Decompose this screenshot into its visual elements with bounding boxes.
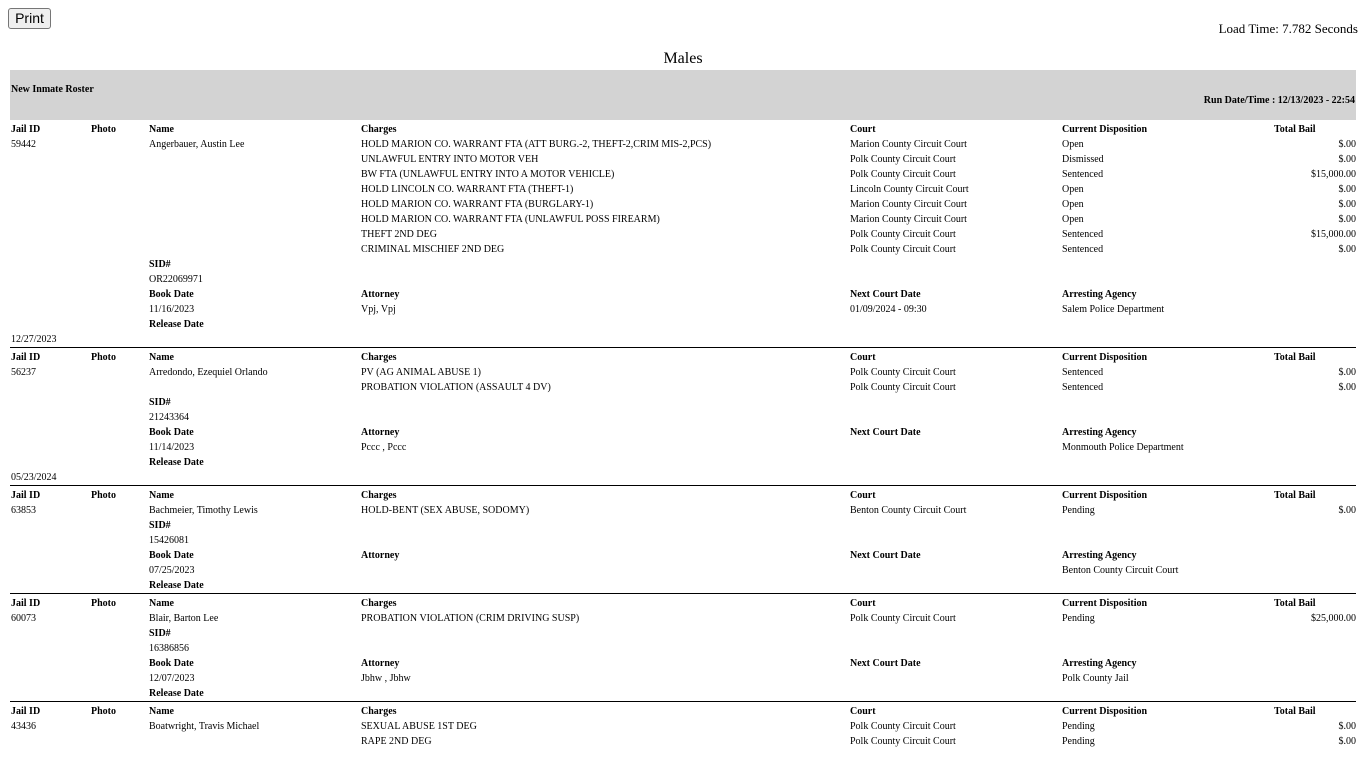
charge-bail: $.00 [1338,199,1356,210]
charge-bail: $.00 [1338,382,1356,393]
charges-label: Charges [361,124,397,135]
name-label: Name [149,598,174,609]
book-date: 07/25/2023 [149,565,195,576]
next-court-date-label: Next Court Date [850,658,921,669]
charges-label: Charges [361,490,397,501]
roster-header [10,70,1356,120]
total-bail-label: Total Bail [1274,352,1316,363]
arresting-agency-label: Arresting Agency [1062,550,1137,561]
arresting-agency: Polk County Jail [1062,673,1129,684]
charge-row [10,734,1356,749]
inmate-record [10,488,1356,594]
charge-description: BW FTA (UNLAWFUL ENTRY INTO A MOTOR VEHICLE) [361,169,615,180]
charge-row [10,227,1356,242]
jail-id-label: Jail ID [11,124,41,135]
charge-bail: $.00 [1338,139,1356,150]
charge-description: HOLD MARION CO. WARRANT FTA (ATT BURG.-2, THEFT-2,CRIM MIS-2,PCS) [361,139,712,150]
charges-label: Charges [361,706,397,717]
print-button[interactable]: Print [8,8,51,29]
total-bail-label: Total Bail [1274,706,1316,717]
next-court-date-label: Next Court Date [850,289,921,300]
charges-label: Charges [361,352,397,363]
book-date: 11/16/2023 [149,304,195,315]
inmate-roster [10,122,1356,751]
charge-court: Polk County Circuit Court [850,244,956,255]
charge-court: Polk County Circuit Court [850,229,956,240]
release-date-row [10,332,1356,347]
inmate-name: Angerbauer, Austin Lee [149,139,245,150]
charge-row [10,197,1356,212]
details-row [10,563,1356,578]
name-label: Name [149,706,174,717]
charge-bail: $25,000.00 [1311,613,1356,624]
charge-row [10,167,1356,182]
charge-court: Polk County Circuit Court [850,367,956,378]
arresting-agency-label: Arresting Agency [1062,427,1137,438]
charge-court: Polk County Circuit Court [850,613,956,624]
charge-description: RAPE 2ND DEG [361,736,432,747]
sid-row [10,410,1356,425]
attorney: Pccc , Pccc [361,442,407,453]
court-label: Court [850,490,876,501]
charge-bail: $.00 [1338,214,1356,225]
charge-description: UNLAWFUL ENTRY INTO MOTOR VEH [361,154,539,165]
details-row [10,671,1356,686]
disposition-label: Current Disposition [1062,598,1148,609]
arresting-agency: Salem Police Department [1062,304,1165,315]
charge-bail: $.00 [1338,736,1356,747]
jail-id-label: Jail ID [11,598,41,609]
jail-id-label: Jail ID [11,490,41,501]
charge-court: Lincoln County Circuit Court [850,184,969,195]
sid-value: 16386856 [149,643,189,654]
disposition-label: Current Disposition [1062,124,1148,135]
charge-description: CRIMINAL MISCHIEF 2ND DEG [361,244,505,255]
inmate-record [10,596,1356,702]
sid-label: SID# [149,520,171,531]
charge-bail: $.00 [1338,367,1356,378]
charge-row [10,182,1356,197]
charges-label: Charges [361,598,397,609]
arresting-agency-label: Arresting Agency [1062,289,1137,300]
photo-label: Photo [91,352,116,363]
photo-label: Photo [91,706,116,717]
charge-description: SEXUAL ABUSE 1ST DEG [361,721,477,732]
release-date-label: Release Date [149,457,204,468]
sid-label-row [10,257,1356,272]
disposition-label: Current Disposition [1062,352,1148,363]
charge-court: Marion County Circuit Court [850,199,967,210]
charge-disposition: Open [1062,139,1084,150]
sid-label-row [10,518,1356,533]
charge-description: HOLD MARION CO. WARRANT FTA (BURGLARY-1) [361,199,594,210]
details-header-row [10,548,1356,563]
inmate-name: Bachmeier, Timothy Lewis [149,505,258,516]
jail-id: 43436 [11,721,36,732]
charge-court: Benton County Circuit Court [850,505,967,516]
sid-row [10,641,1356,656]
charge-row [10,503,1356,518]
photo-label: Photo [91,124,116,135]
jail-id-label: Jail ID [11,706,41,717]
charge-bail: $.00 [1338,184,1356,195]
name-label: Name [149,352,174,363]
total-bail-label: Total Bail [1274,490,1316,501]
disposition-label: Current Disposition [1062,706,1148,717]
charge-bail: $15,000.00 [1311,169,1356,180]
sid-label: SID# [149,397,171,408]
charge-disposition: Open [1062,199,1084,210]
charge-row [10,212,1356,227]
name-label: Name [149,490,174,501]
charge-disposition: Sentenced [1062,244,1104,255]
sid-value: 21243364 [149,412,189,423]
release-label-row [10,317,1356,332]
book-date-label: Book Date [149,289,194,300]
release-date-label: Release Date [149,319,204,330]
attorney-label: Attorney [361,289,400,300]
details-header-row [10,656,1356,671]
court-label: Court [850,124,876,135]
sid-label: SID# [149,259,171,270]
charge-court: Marion County Circuit Court [850,214,967,225]
attorney: Jbhw , Jbhw [361,673,411,684]
charge-row [10,380,1356,395]
charge-disposition: Sentenced [1062,382,1104,393]
charge-disposition: Sentenced [1062,367,1104,378]
sid-label-row [10,395,1356,410]
charge-bail: $15,000.00 [1311,229,1356,240]
charge-row [10,365,1356,380]
charge-description: HOLD MARION CO. WARRANT FTA (UNLAWFUL POSS FIREARM) [361,214,660,225]
charge-court: Polk County Circuit Court [850,736,956,747]
arresting-agency: Monmouth Police Department [1062,442,1184,453]
release-date-row [10,470,1356,485]
inmate-name: Blair, Barton Lee [149,613,219,624]
total-bail-label: Total Bail [1274,124,1316,135]
charge-disposition: Pending [1062,736,1095,747]
charge-description: HOLD-BENT (SEX ABUSE, SODOMY) [361,505,530,516]
charge-disposition: Pending [1062,721,1095,732]
inmate-record [10,704,1356,749]
run-datetime: Run Date/Time : 12/13/2023 - 22:54 [1203,95,1355,106]
next-court-date-label: Next Court Date [850,427,921,438]
arresting-agency-label: Arresting Agency [1062,658,1137,669]
charge-row [10,242,1356,257]
charge-description: THEFT 2ND DEG [361,229,437,240]
book-date: 12/07/2023 [149,673,195,684]
charge-description: PROBATION VIOLATION (CRIM DRIVING SUSP) [361,613,580,624]
charge-description: PV (AG ANIMAL ABUSE 1) [361,367,482,378]
release-date-label: Release Date [149,580,204,591]
charge-row [10,137,1356,152]
inmate-name: Boatwright, Travis Michael [149,721,260,732]
inmate-record [10,350,1356,486]
sid-value: OR22069971 [149,274,203,285]
charge-disposition: Open [1062,184,1084,195]
release-label-row [10,578,1356,593]
details-row [10,440,1356,455]
charge-disposition: Sentenced [1062,229,1104,240]
charge-court: Polk County Circuit Court [850,154,956,165]
next-court-date: 01/09/2024 - 09:30 [850,304,927,315]
photo-label: Photo [91,598,116,609]
jail-id: 59442 [11,139,36,150]
charge-bail: $.00 [1338,721,1356,732]
record-header-row [10,704,1356,719]
charge-row [10,719,1356,734]
charge-disposition: Dismissed [1062,154,1104,165]
release-date: 05/23/2024 [11,472,57,483]
disposition-label: Current Disposition [1062,490,1148,501]
release-date-label: Release Date [149,688,204,699]
court-label: Court [850,352,876,363]
release-label-row [10,455,1356,470]
charge-description: PROBATION VIOLATION (ASSAULT 4 DV) [361,382,551,393]
inmate-name: Arredondo, Ezequiel Orlando [149,367,268,378]
book-date-label: Book Date [149,658,194,669]
details-header-row [10,425,1356,440]
jail-id: 63853 [11,505,36,516]
court-label: Court [850,706,876,717]
inmate-record [10,122,1356,348]
charge-disposition: Sentenced [1062,169,1104,180]
charge-court: Marion County Circuit Court [850,139,967,150]
charge-disposition: Open [1062,214,1084,225]
sid-row [10,272,1356,287]
charge-disposition: Pending [1062,613,1095,624]
photo-label: Photo [91,490,116,501]
jail-id: 60073 [11,613,36,624]
sid-row [10,533,1356,548]
release-date: 12/27/2023 [11,334,57,345]
load-time: Load Time: 7.782 Seconds [1218,21,1358,36]
charge-row [10,611,1356,626]
attorney-label: Attorney [361,658,400,669]
jail-id: 56237 [11,367,36,378]
next-court-date-label: Next Court Date [850,550,921,561]
charge-row [10,152,1356,167]
attorney-label: Attorney [361,427,400,438]
sid-label: SID# [149,628,171,639]
charge-bail: $.00 [1338,244,1356,255]
charge-court: Polk County Circuit Court [850,169,956,180]
sid-value: 15426081 [149,535,189,546]
book-date-label: Book Date [149,550,194,561]
charge-court: Polk County Circuit Court [850,382,956,393]
total-bail-label: Total Bail [1274,598,1316,609]
court-label: Court [850,598,876,609]
roster-title: New Inmate Roster [11,84,94,95]
page-title: Males [663,50,703,67]
attorney: Vpj, Vpj [361,304,396,315]
book-date: 11/14/2023 [149,442,195,453]
record-header-row [10,596,1356,611]
sid-label-row [10,626,1356,641]
record-header-row [10,488,1356,503]
name-label: Name [149,124,174,135]
jail-id-label: Jail ID [11,352,41,363]
release-label-row [10,686,1356,701]
details-row [10,302,1356,317]
book-date-label: Book Date [149,427,194,438]
charge-bail: $.00 [1338,505,1356,516]
charge-court: Polk County Circuit Court [850,721,956,732]
charge-disposition: Pending [1062,505,1095,516]
charge-description: HOLD LINCOLN CO. WARRANT FTA (THEFT-1) [361,184,574,195]
attorney-label: Attorney [361,550,400,561]
record-header-row [10,122,1356,137]
arresting-agency: Benton County Circuit Court [1062,565,1179,576]
record-header-row [10,350,1356,365]
charge-bail: $.00 [1338,154,1356,165]
details-header-row [10,287,1356,302]
